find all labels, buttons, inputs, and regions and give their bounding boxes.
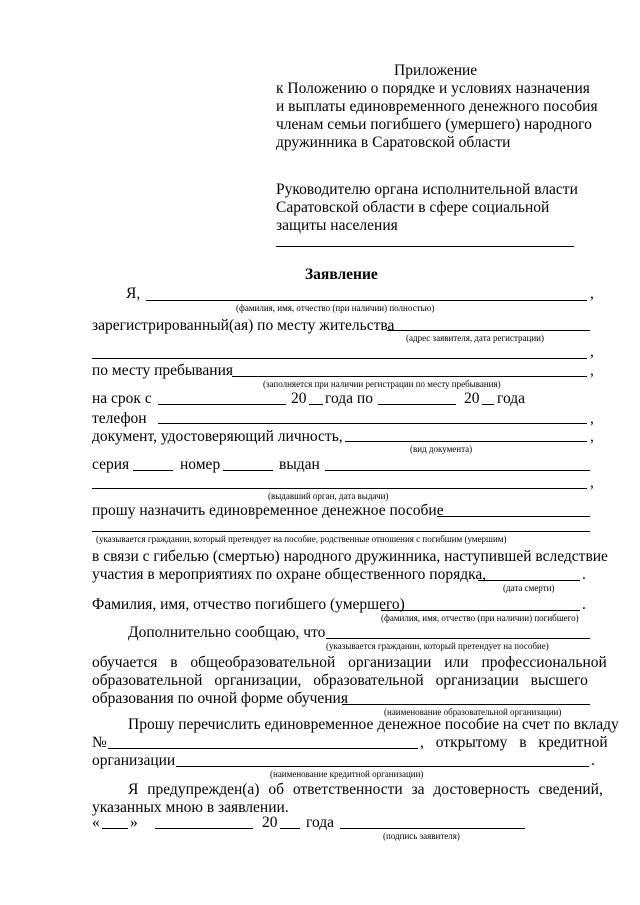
label-stay-place: по месту пребывания bbox=[92, 362, 234, 379]
death-reason-line-1: в связи с гибелью (смертью) народного дружинника, наступившей вследствие bbox=[92, 548, 608, 565]
appendix-line-4: дружинника в Саратовской области bbox=[276, 134, 511, 151]
id-document-field[interactable] bbox=[345, 441, 587, 442]
address-field[interactable] bbox=[387, 330, 590, 331]
stay-place-field[interactable] bbox=[232, 376, 587, 377]
study-line-1: обучается в общеобразовательной организации или профессиональной bbox=[92, 654, 607, 671]
warning-line-2: указанных мною в заявлении. bbox=[92, 799, 289, 816]
period: . bbox=[582, 596, 586, 613]
benefit-field-continued[interactable] bbox=[92, 531, 590, 532]
date-day-field[interactable] bbox=[102, 828, 128, 829]
phone-field[interactable] bbox=[158, 423, 587, 424]
hint-fio: (фамилия, имя, отчество (при наличии) полностью) bbox=[236, 303, 435, 313]
hint-claimant: (указывается гражданин, который претендует на пособие) bbox=[326, 641, 549, 651]
addressee-blank[interactable] bbox=[276, 246, 574, 247]
claimant-field[interactable] bbox=[326, 638, 590, 639]
edu-org-field[interactable] bbox=[342, 704, 590, 705]
hint-credit-org: (наименование кредитной организации) bbox=[270, 769, 424, 779]
label-term-to: года по bbox=[325, 390, 373, 407]
comma: , bbox=[590, 343, 594, 360]
issued-by-field[interactable] bbox=[325, 470, 590, 471]
label-issued: выдан bbox=[279, 456, 320, 473]
appendix-line-1: к Положению о порядке и условиях назначения bbox=[276, 80, 590, 97]
hint-citizen: (указывается гражданин, который претендует на пособие, родственные отношения с погибшим (умершим) bbox=[96, 534, 507, 544]
series-field[interactable] bbox=[133, 470, 173, 471]
period: . bbox=[591, 752, 595, 769]
date-quote-close: » bbox=[130, 814, 138, 831]
date-month-field[interactable] bbox=[155, 828, 253, 829]
label-ya: Я, bbox=[126, 285, 141, 302]
label-number: номер bbox=[180, 456, 221, 473]
date-year-word: года bbox=[306, 814, 335, 831]
hint-doc: (вид документа) bbox=[410, 444, 473, 454]
credit-org-field[interactable] bbox=[176, 766, 589, 767]
addressee-line-3: защиты населения bbox=[276, 217, 398, 234]
fio-field[interactable] bbox=[146, 300, 587, 301]
label-series: серия bbox=[92, 456, 130, 473]
label-year: года bbox=[497, 390, 526, 407]
hint-issuer: (выдавший орган, дата выдачи) bbox=[268, 491, 389, 501]
appendix-line-2: и выплаты единовременного денежного пособия bbox=[276, 98, 598, 115]
comma: , bbox=[590, 428, 594, 445]
term-to-date-field[interactable] bbox=[378, 404, 456, 405]
date-year-prefix: 20 bbox=[262, 814, 278, 831]
label-num-sign: № bbox=[92, 734, 107, 751]
issued-by-field-continued[interactable] bbox=[92, 488, 587, 489]
label-registered: зарегистрированный(ая) по месту жительства bbox=[92, 317, 395, 334]
year-prefix-2: 20 bbox=[464, 390, 480, 407]
label-phone: телефон bbox=[92, 410, 147, 427]
hint-signature: (подпись заявителя) bbox=[383, 831, 460, 841]
hint-address: (адрес заявителя, дата регистрации) bbox=[406, 333, 544, 343]
transfer-line-1: Прошу перечислить единовременное денежное пособие на счет по вкладу bbox=[128, 716, 619, 733]
document-title: Заявление bbox=[305, 266, 378, 283]
appendix-title: Приложение bbox=[394, 62, 478, 79]
label-organization: организации bbox=[92, 752, 176, 769]
comma: , bbox=[590, 410, 594, 427]
comma: , bbox=[590, 362, 594, 379]
death-reason-line-2: участия в мероприятиях по охране общественного порядка, bbox=[92, 566, 487, 583]
label-opened-at: , открытому в кредитной bbox=[420, 734, 608, 751]
study-line-2: образовательной организации, образовательной организации высшего bbox=[92, 672, 588, 689]
year-prefix-1: 20 bbox=[291, 390, 307, 407]
addressee-line-2: Саратовской области в сфере социальной bbox=[276, 199, 550, 216]
death-date-field[interactable] bbox=[478, 580, 580, 581]
deceased-name-field[interactable] bbox=[381, 610, 580, 611]
signature-field[interactable] bbox=[340, 828, 525, 829]
hint-stay: (заполняется при наличии регистрации по месту пребывания) bbox=[263, 379, 501, 389]
appendix-line-3: членам семьи погибшего (умершего) народного bbox=[276, 116, 592, 133]
benefit-field[interactable] bbox=[437, 516, 590, 517]
period: . bbox=[582, 566, 586, 583]
label-id-document: документ, удостоверяющий личность, bbox=[92, 428, 343, 445]
comma: , bbox=[590, 285, 594, 302]
date-quote-open: « bbox=[92, 814, 100, 831]
warning-line-1: Я предупрежден(а) об ответственности за достоверность сведений, bbox=[128, 781, 603, 798]
number-field[interactable] bbox=[223, 470, 273, 471]
hint-edu-org: (наименование образовательной организации) bbox=[384, 707, 562, 717]
year-suffix-1-field[interactable] bbox=[309, 404, 323, 405]
hint-death-date: (дата смерти) bbox=[503, 583, 555, 593]
study-line-3: образования по очной форме обучения bbox=[92, 690, 348, 707]
address-field-continued[interactable] bbox=[92, 358, 587, 359]
date-year-suffix-field[interactable] bbox=[280, 828, 300, 829]
hint-deceased: (фамилия, имя, отчество (при наличии) погибшего) bbox=[381, 613, 579, 623]
year-suffix-2-field[interactable] bbox=[482, 404, 494, 405]
comma: , bbox=[590, 474, 594, 491]
account-number-field[interactable] bbox=[108, 748, 418, 749]
label-term-from: на срок с bbox=[92, 390, 152, 407]
label-deceased-name: Фамилия, имя, отчество погибшего (умершего) bbox=[92, 596, 405, 613]
label-additionally: Дополнительно сообщаю, что bbox=[128, 624, 326, 641]
label-request: прошу назначить единовременное денежное пособие bbox=[92, 502, 444, 519]
addressee-line-1: Руководителю органа исполнительной власти bbox=[276, 181, 578, 198]
term-from-date-field[interactable] bbox=[158, 404, 286, 405]
